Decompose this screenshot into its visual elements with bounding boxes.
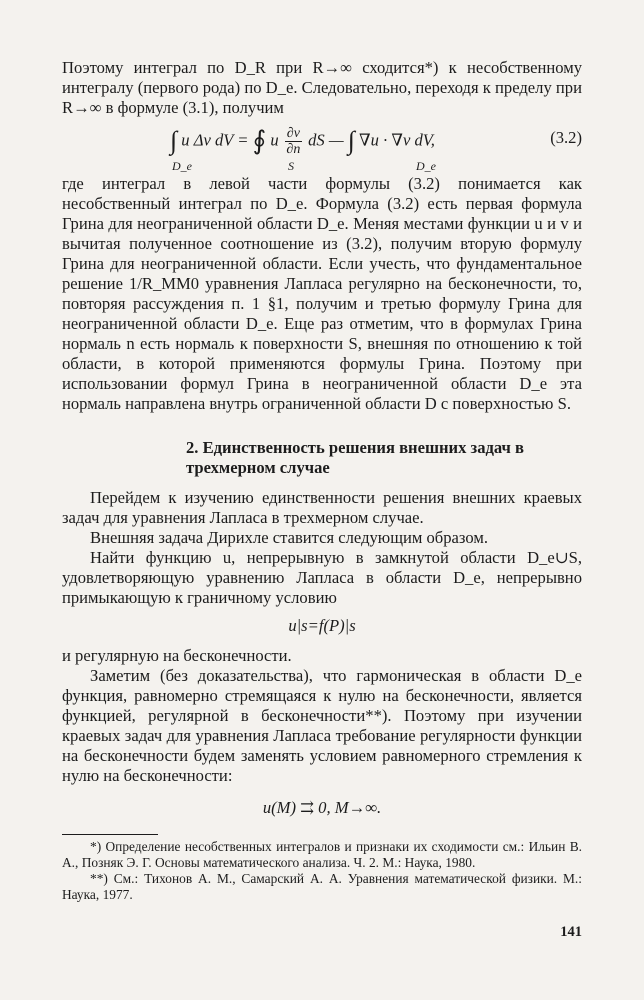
formula-sub-lhs: D_e [172,159,192,173]
paragraph-remark: Заметим (без доказательства), что гармоническая в области D_e функция, равномерно стремящаяся к нулю на бесконечности, является функцией, регулярной в бесконечности**). Поэтому при изучении краевых задач для уравнения Лапласа требование регулярности функции на бесконечности будем заменять условием равномерного стремления к нулю на бесконечности: [62,666,582,785]
frac-denominator: ∂n [286,142,301,157]
formula-fraction [285,126,302,157]
formula-sub-mid: S [288,159,294,173]
section-heading: 2. Единственность решения внешних задач в трехмерном случае [186,438,525,477]
integral-sign: ∫ [170,126,178,156]
paragraph-intro: Поэтому интеграл по D_R при R→∞ сходится*) к несобственному интегралу (первого рода) по D_e. Следовательно, переходя к пределу при R→∞ в формуле (3.1), получим [62,58,582,117]
integral-sign-2: ∫ [347,126,355,156]
paragraph-uniqueness: Перейдем к изучению единственности решения внешних краевых задач для уравнения Лапласа в трехмерном случае. [62,488,582,527]
formula-mid-b: dS [308,130,325,150]
limit-condition: u(M) ⇉ 0, M→∞. [262,798,382,817]
boundary-condition: u|s=f(P)|s [288,616,356,635]
paragraph-green-formulas: где интеграл в левой части формулы (3.2) понимается как несобственный интеграл по D_e. Формула (3.2) есть первая формула Грина для неограниченной области D_e. Меняя местами функции u и v и вычитая полученное соотношение из (3.2), получим вторую формулу Грина для неограниченной области. Если учесть, что фундаментальное решение 1/R_MM0 уравнения Лапласа регулярно на бесконечности, то, повторяя рассуждения п. 1 §1, получим и третью формулу Грина для неограниченной области D_e. Еще раз отметим, что в формулах Грина нормаль n есть нормаль к поверхности S, внешняя по отношению к той области, в которой применяются формулы Грина. Поэтому при использовании формул Грина в неограниченной области D_e эта нормаль направлена внутрь ограниченной области D с поверхностью S. [62,174,582,413]
formula-mid-a: u [270,130,279,150]
formula-body [170,126,436,173]
frac-numerator: ∂v [286,126,300,141]
paragraph-dirichlet: Внешняя задача Дирихле ставится следующим образом. [90,528,488,547]
formula-minus: — [328,130,344,150]
footnote-1: *) Определение несобственных интегралов и признаки их сходимости см.: Ильин В. А., Позняк Э. Г. Основы математического анализа. Ч. 2. М.: Наука, 1980. [62,839,582,870]
page-content [62,58,582,903]
page-number: 141 [560,924,582,940]
formula-rhs: ∇u · ∇v dV, [359,130,435,150]
footnote-2: **) См.: Тихонов А. М., Самарский А. А. Уравнения математической физики. М.: Наука, 1977. [62,871,582,902]
equation-number: (3.2) [550,128,582,147]
formula-lhs: u Δv dV [181,130,234,150]
formula-eq: = [237,130,249,150]
paragraph-find-function: Найти функцию u, непрерывную в замкнутой области D_e∪S, удовлетворяющую уравнению Лапласа в области D_e, непрерывно примыкающую к граничному условию [62,548,582,607]
footnote-divider [62,834,158,835]
contour-integral-sign: ∮ [252,126,267,156]
formula-sub-rhs: D_e [416,159,436,173]
formula-3-2 [62,120,582,173]
paragraph-regular: и регулярную на бесконечности. [62,646,292,665]
